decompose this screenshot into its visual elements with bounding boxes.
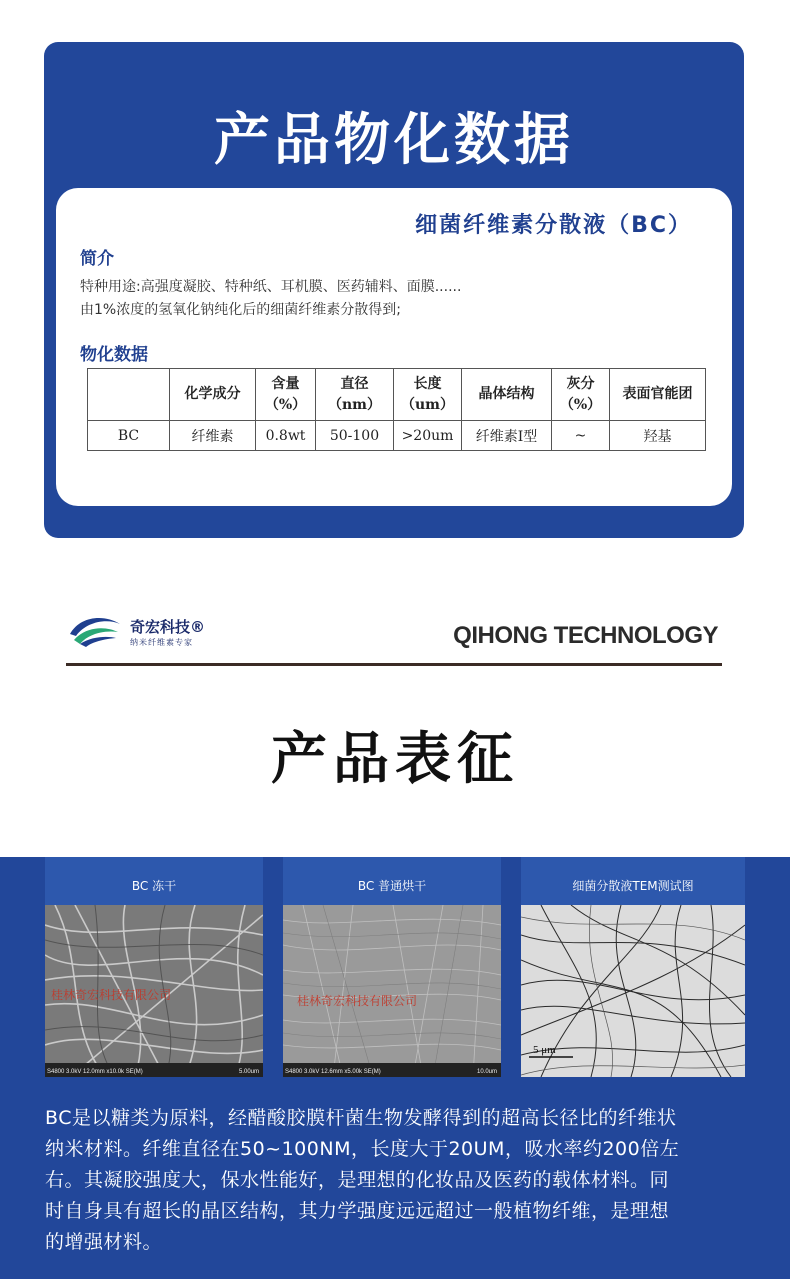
table-header-cell [88, 369, 170, 421]
intro-line-uses: 特种用途:高强度凝胶、特种纸、耳机膜、医药辅料、面膜...... [80, 279, 462, 295]
description-line: 的增强材料。 [45, 1231, 163, 1253]
physchem-card [44, 42, 744, 538]
company-tagline: 纳米纤维素专家 [130, 638, 193, 647]
company-name-cn: 奇宏科技® [130, 618, 206, 636]
svg-text:S4800 3.0kV 12.0mm x10.0k SE(M: S4800 3.0kV 12.0mm x10.0k SE(M) [47, 1069, 143, 1075]
characterization-block [0, 857, 790, 1279]
table-cell: 50-100 [316, 421, 394, 451]
table-header-row [88, 369, 706, 421]
intro-line-method: 由1%浓度的氢氧化钠纯化后的细菌纤维素分散得到; [80, 302, 401, 318]
table-header-cell: 化学成分 [170, 369, 256, 421]
watermark-text: 桂林奇宏科技有限公司 [297, 994, 418, 1008]
image-panel-tem [521, 857, 745, 1077]
company-logo-band [66, 604, 722, 666]
scale-bar-label: 5 μm [533, 1044, 556, 1056]
product-name: 细菌纤维素分散液（BC） [415, 213, 692, 238]
tem-image [521, 905, 745, 1077]
company-logo-icon [66, 612, 124, 648]
description-line: 纳米材料。纤维直径在50~100NM，长度大于20UM，吸水率约200倍左 [45, 1138, 680, 1160]
table-header-cell: 直径 （nm） [316, 369, 394, 421]
table-cell: >20um [394, 421, 462, 451]
table-cell: ~ [552, 421, 610, 451]
divider [66, 663, 722, 666]
svg-text:S4800 3.0kV 12.6mm x5.00k SE(M: S4800 3.0kV 12.6mm x5.00k SE(M) [285, 1069, 381, 1075]
table-header-cell: 含量 （%） [256, 369, 316, 421]
intro-label: 简介 [80, 249, 114, 269]
table-header-cell: 长度 （um） [394, 369, 462, 421]
company-name-en: QIHONG TECHNOLOGY [453, 622, 718, 649]
section-title-physchem: 产品物化数据 [214, 108, 574, 173]
sem-image-freeze-dried [45, 905, 263, 1077]
table-header-cell: 表面官能团 [610, 369, 706, 421]
image-panel-freeze-dried [45, 857, 263, 1077]
table-header-cell: 晶体结构 [462, 369, 552, 421]
table-row [88, 421, 706, 451]
watermark-text: 桂林奇宏科技有限公司 [51, 988, 172, 1002]
characterization-description [45, 1103, 745, 1258]
svg-text:5.00um: 5.00um [239, 1069, 260, 1075]
section-title-characterization: 产品表征 [271, 727, 519, 792]
data-label: 物化数据 [80, 345, 148, 365]
table-cell: BC [88, 421, 170, 451]
table-cell: 羟基 [610, 421, 706, 451]
physchem-table [87, 368, 706, 451]
panel-title: 细菌分散液TEM测试图 [572, 879, 694, 893]
table-cell: 纤维素 [170, 421, 256, 451]
physchem-content-panel [56, 188, 732, 506]
panel-title: BC 普通烘干 [357, 879, 427, 893]
panel-title: BC 冻干 [131, 879, 177, 893]
table-header-cell: 灰分 （%） [552, 369, 610, 421]
description-line: 时自身具有超长的晶区结构，其力学强度远远超过一般植物纤维，是理想 [45, 1200, 670, 1222]
svg-text:10.0um: 10.0um [477, 1069, 498, 1075]
description-line: 右。其凝胶强度大，保水性能好，是理想的化妆品及医药的载体材料。同 [45, 1169, 670, 1191]
sem-image-oven-dried [283, 905, 501, 1077]
description-line: BC是以糖类为原料，经醋酸胶膜杆菌生物发酵得到的超高长径比的纤维状 [45, 1107, 677, 1129]
table-cell: 0.8wt [256, 421, 316, 451]
table-cell: 纤维素I型 [462, 421, 552, 451]
image-panel-oven-dried [283, 857, 501, 1077]
